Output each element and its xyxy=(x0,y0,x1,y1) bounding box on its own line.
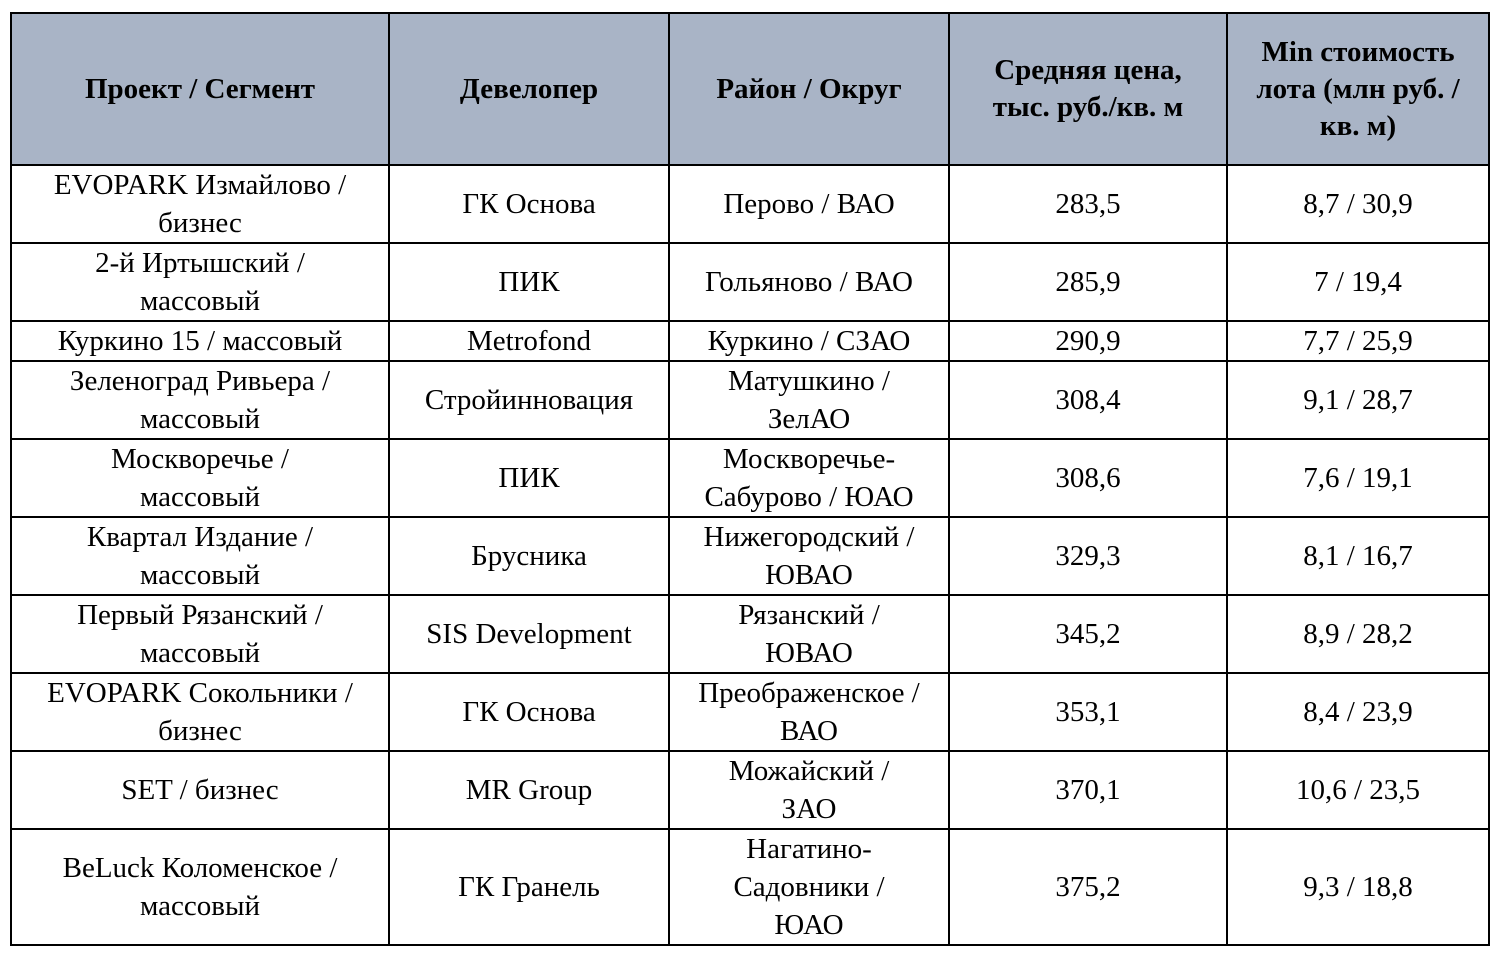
table-row xyxy=(11,361,1489,439)
cell-avg-price: 283,5 xyxy=(949,165,1227,243)
cell-district: Матушкино / ЗелАО xyxy=(669,361,949,439)
cell-developer: SIS Development xyxy=(389,595,669,673)
cell-developer: Metrofond xyxy=(389,321,669,361)
cell-project: Москворечье / массовый xyxy=(11,439,389,517)
table-row xyxy=(11,165,1489,243)
table-row xyxy=(11,751,1489,829)
cell-min-lot: 8,9 / 28,2 xyxy=(1227,595,1489,673)
cell-project: Куркино 15 / массовый xyxy=(11,321,389,361)
header-row xyxy=(11,13,1489,165)
cell-project: 2-й Иртышский / массовый xyxy=(11,243,389,321)
cell-avg-price: 345,2 xyxy=(949,595,1227,673)
header-avg-price: Средняя цена, тыс. руб./кв. м xyxy=(949,13,1227,165)
cell-min-lot: 10,6 / 23,5 xyxy=(1227,751,1489,829)
cell-district: Преображенское / ВАО xyxy=(669,673,949,751)
cell-avg-price: 308,6 xyxy=(949,439,1227,517)
cell-developer: ГК Основа xyxy=(389,673,669,751)
cell-avg-price: 285,9 xyxy=(949,243,1227,321)
cell-district: Москворечье-Сабурово / ЮАО xyxy=(669,439,949,517)
cell-avg-price: 370,1 xyxy=(949,751,1227,829)
cell-developer: ПИК xyxy=(389,243,669,321)
cell-project: Первый Рязанский / массовый xyxy=(11,595,389,673)
cell-min-lot: 9,3 / 18,8 xyxy=(1227,829,1489,945)
header-district: Район / Округ xyxy=(669,13,949,165)
cell-project: Квартал Издание / массовый xyxy=(11,517,389,595)
table-row xyxy=(11,439,1489,517)
cell-district: Нагатино-Садовники / ЮАО xyxy=(669,829,949,945)
cell-avg-price: 375,2 xyxy=(949,829,1227,945)
cell-min-lot: 9,1 / 28,7 xyxy=(1227,361,1489,439)
table-row xyxy=(11,595,1489,673)
header-developer: Девелопер xyxy=(389,13,669,165)
header-project: Проект / Сегмент xyxy=(11,13,389,165)
cell-min-lot: 7 / 19,4 xyxy=(1227,243,1489,321)
table-row xyxy=(11,321,1489,361)
cell-avg-price: 329,3 xyxy=(949,517,1227,595)
cell-developer: ГК Гранель xyxy=(389,829,669,945)
cell-project: EVOPARK Сокольники / бизнес xyxy=(11,673,389,751)
cell-developer: Брусника xyxy=(389,517,669,595)
table-row xyxy=(11,829,1489,945)
table-row xyxy=(11,243,1489,321)
cell-min-lot: 7,6 / 19,1 xyxy=(1227,439,1489,517)
cell-district: Рязанский / ЮВАО xyxy=(669,595,949,673)
cell-district: Куркино / СЗАО xyxy=(669,321,949,361)
cell-district: Можайский / ЗАО xyxy=(669,751,949,829)
cell-project: SET / бизнес xyxy=(11,751,389,829)
cell-avg-price: 308,4 xyxy=(949,361,1227,439)
cell-developer: ГК Основа xyxy=(389,165,669,243)
cell-min-lot: 8,4 / 23,9 xyxy=(1227,673,1489,751)
cell-developer: Стройинновация xyxy=(389,361,669,439)
cell-project: BeLuck Коломенское / массовый xyxy=(11,829,389,945)
cell-district: Перово / ВАО xyxy=(669,165,949,243)
table-row xyxy=(11,673,1489,751)
cell-district: Нижегородский / ЮВАО xyxy=(669,517,949,595)
cell-district: Гольяново / ВАО xyxy=(669,243,949,321)
cell-min-lot: 8,1 / 16,7 xyxy=(1227,517,1489,595)
header-min-lot: Min стоимость лота (млн руб. / кв. м) xyxy=(1227,13,1489,165)
cell-avg-price: 290,9 xyxy=(949,321,1227,361)
table-row xyxy=(11,517,1489,595)
cell-project: Зеленоград Ривьера / массовый xyxy=(11,361,389,439)
cell-developer: ПИК xyxy=(389,439,669,517)
cell-min-lot: 7,7 / 25,9 xyxy=(1227,321,1489,361)
cell-developer: MR Group xyxy=(389,751,669,829)
cell-avg-price: 353,1 xyxy=(949,673,1227,751)
cell-min-lot: 8,7 / 30,9 xyxy=(1227,165,1489,243)
cell-project: EVOPARK Измайлово / бизнес xyxy=(11,165,389,243)
price-table xyxy=(10,12,1490,946)
